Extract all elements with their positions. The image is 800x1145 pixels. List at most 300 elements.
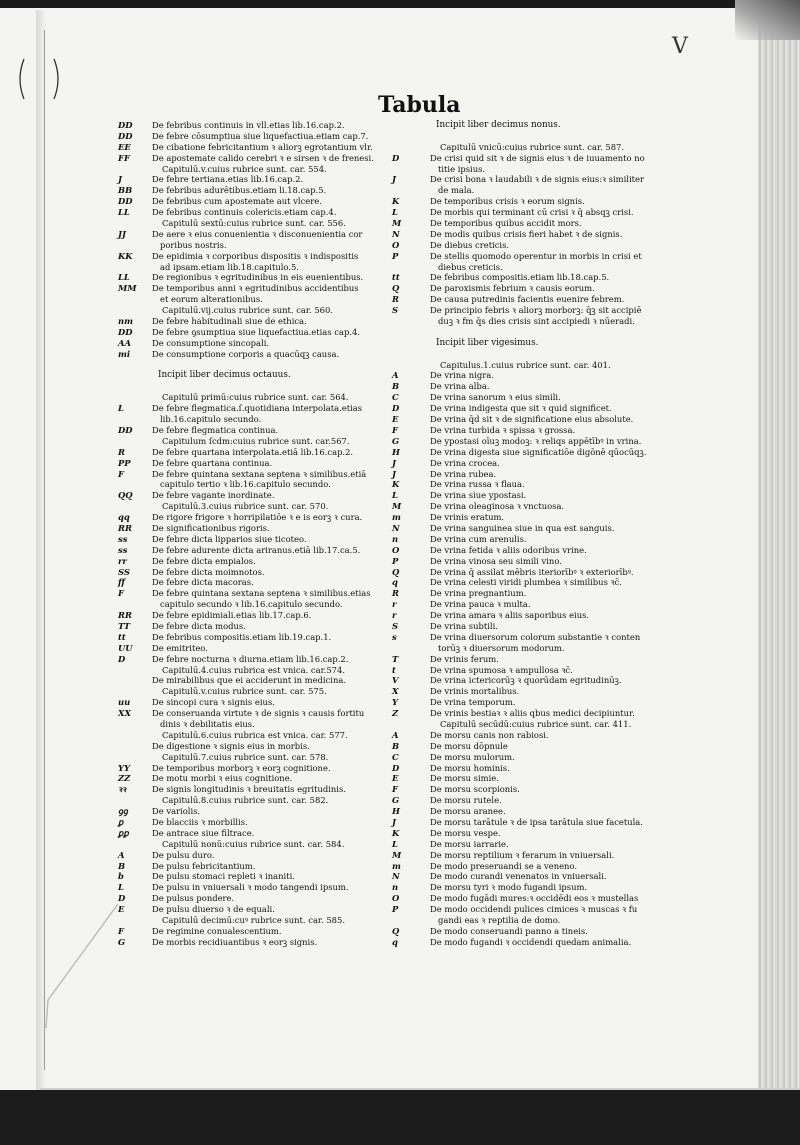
entry-signature: Q [392,566,400,577]
index-entry [392,174,644,185]
entry-text: De temporibus anni ꝛ egritudinibus accidentibus [152,283,359,294]
index-entry [118,773,372,784]
entry-text: De emitriteo. [152,642,208,653]
entry-signature: A [392,729,399,740]
entry-text: De vrina fetida ꝛ aliis odoribus vrine. [430,544,587,555]
entry-text: De morsu tyri ꝛ modo fugandi ipsum. [430,882,588,893]
entry-signature: n [392,533,399,544]
entry-text: Capitulū nonū:cuius rubrice sunt. car. 584. [162,838,345,849]
entry-signature: Y [392,697,398,708]
entry-signature: F [118,588,124,599]
entry-text: De febre habitudinali siue de ethica. [152,316,307,327]
entry-text: De vrinis bestiaꝛ ꝛ aliis qbus medici decipiuntur. [430,708,635,719]
index-entry [392,370,628,381]
index-entry [118,131,372,142]
entry-signature: D [118,653,126,664]
index-entry [118,937,372,948]
entry-signature: F [118,925,124,936]
entry-text: titie ipsius. [438,163,486,174]
entry-text: De consumptione corporis a quacūqꝫ causa. [152,348,340,359]
index-entry [392,828,628,839]
index-entry [118,741,372,752]
entry-signature: H [392,806,400,817]
entry-text: De vrina amara ꝛ aliis saporibus eius. [430,610,590,621]
entry-text: De vrina cum arenulis. [430,533,527,544]
entry-text: De vrinis eratum. [430,512,505,523]
entry-text: De vrina sanguinea siue in qua est sanguis. [430,522,615,533]
page-corner-shadow [735,0,800,40]
entry-text: De febre nocturna ꝛ diurna.etiam lib.16.cap.2. [152,653,349,664]
entry-text: Capitulū.vij.cuius rubrice sunt. car. 560. [162,305,333,316]
entry-signature: ss [118,533,128,544]
chapter-heading [392,360,628,371]
entry-signature: D [392,403,400,414]
index-entry [118,817,372,828]
index-entry [118,577,372,588]
index-entry [118,316,372,327]
blank-line [118,360,372,371]
entry-text: Incipit liber vigesimus. [436,337,539,348]
entry-text: De rigore frigore ꝛ horripilatiōe ꝛ e is eorꝫ ꝛ cura. [152,512,363,523]
entry-signature: T [392,653,399,664]
entry-signature: J [392,174,396,185]
entry-text: De febre quintana sextana septena ꝛ similibus.etias [152,588,371,599]
chapter-heading [118,392,372,403]
chapter-heading [118,752,372,763]
entry-signature: DD [118,326,133,337]
entry-text: De vrina alba. [430,381,490,392]
index-entry [118,490,372,501]
index-entry [392,414,634,425]
entry-text: De morsu aranee. [430,806,506,817]
entry-signature: m [392,860,401,871]
entry-signature: G [118,936,126,947]
entry-signature: AA [118,337,131,348]
index-entry [392,283,628,294]
entry-text: De modo occidendi pulices cimices ꝛ muscas ꝛ fu [430,904,638,915]
index-entry [118,632,372,643]
entry-signature: XX [118,708,131,719]
entry-signature: N [392,522,400,533]
chapter-heading [118,730,372,741]
index-entry [118,828,372,839]
entry-text: De modo fugandi ꝛ occidendi quedam animalia. [430,936,632,947]
index-entry [392,501,628,512]
entry-text: De causa putredinis facientis euenire febrem. [430,294,625,305]
entry-signature: R [392,588,399,599]
index-entry [392,316,635,327]
index-entry [118,654,372,665]
entry-signature: D [118,893,126,904]
entry-signature: mi [118,348,131,359]
book-top-edge [0,0,800,8]
entry-signature: s [392,631,397,642]
entry-text: De vrina nigra. [430,370,494,381]
index-entry [392,882,628,893]
chapter-heading [118,436,372,447]
entry-signature: q [392,577,398,588]
entry-signature: L [392,838,398,849]
index-entry [392,915,628,926]
entry-text: De sincopi cura ꝛ signis eius. [152,697,275,708]
entry-text: De temporibus morborꝫ ꝛ eorꝫ cognitione. [152,762,331,773]
entry-text: Capitulus.1.cuius rubrice sunt. car. 401. [440,359,611,370]
blank-line [392,349,628,360]
entry-text: De morsu mulorum. [430,751,515,762]
chapter-heading [118,665,372,676]
entry-text: Incipit liber decimus nonus. [436,120,561,130]
index-entry [392,262,628,273]
index-entry [392,686,628,697]
entry-text: Capitulū.7.cuius rubrice sunt. car. 578. [162,751,329,762]
entry-signature: S [392,620,399,631]
entry-signature: O [392,544,400,555]
entry-text: De vrina diuersorum colorum substantie ꝛ conten [430,631,641,642]
index-entry [118,806,372,817]
entry-signature: YY [118,762,130,773]
entry-text: De diebus creticis. [430,239,510,250]
entry-text: Capitulū.v.cuius rubrice sunt. car. 575. [162,686,327,697]
index-entry [392,196,628,207]
entry-signature: M [392,849,402,860]
index-entry [118,272,372,283]
entry-signature: D [392,152,400,163]
index-entry [392,893,639,904]
chapter-heading [392,120,628,131]
entry-text: De morsu scorpionis. [430,784,520,795]
entry-signature: DD [118,424,133,435]
entry-text: et eorum alterationibus. [160,294,263,305]
chapter-heading [392,338,628,349]
entry-signature: KK [118,250,133,261]
entry-text: De febre dicta modus. [152,620,246,631]
index-entry [392,272,628,283]
entry-signature: DD [118,130,133,141]
entry-signature: K [392,196,400,207]
index-entry [118,447,372,458]
entry-text: De morsu dōpnule [430,740,508,751]
index-entry [392,610,628,621]
index-entry [392,479,628,490]
entry-text: De conseruanda virtute ꝛ de signis ꝛ causis fortitu [152,708,365,719]
entry-text: Capitulū.8.cuius rubrice sunt. car. 582. [162,795,329,806]
index-entry [118,240,372,251]
index-entry [392,850,628,861]
entry-text: De morsu tarātule ꝛ de ipsa tarātula siue facetula. [430,817,643,827]
entry-text: De epidimia ꝛ corporibus dispositis ꝛ indispositis [152,250,359,261]
margin-bracket-mark [14,55,64,103]
index-entry [392,643,628,654]
entry-text: Capitulum ſcdm:cuius rubrice sunt. car.567. [162,435,350,446]
entry-text: De consumptione sincopali. [152,337,270,348]
entry-signature: E [118,904,125,915]
entry-signature: BB [118,185,133,196]
index-entry [392,523,628,534]
index-entry [118,882,372,893]
entry-signature: F [392,784,398,795]
entry-text: poribus nostris. [160,239,227,250]
entry-signature: JJ [118,228,126,239]
entry-text: ad ipsam.etiam lib.18.capitulo.5. [160,261,299,272]
entry-text: De signis longitudinis ꝛ breuitatis egritudinis. [152,784,346,795]
entry-text: De febre dicta macoras. [152,577,254,588]
entry-signature: qq [118,512,130,523]
entry-text: Incipit liber decimus octauus. [158,370,291,381]
entry-signature: tt [118,631,126,642]
entry-text: De morbis qui terminant cū crisi ꝛ q̄ absqꝫ crisi. [430,207,634,218]
chapter-heading [118,795,372,806]
entry-text: De pulsus pondere. [152,893,235,904]
entry-signature: LL [118,272,130,283]
chapter-heading [392,718,632,730]
entry-text: De modo preseruandi se a veneno. [430,860,578,871]
entry-text: De morsu iarrarie. [430,838,509,849]
entry-text: capitulo secundo ꝛ lib.16.capitulo secundo. [160,599,343,610]
entry-signature: S [392,305,399,316]
entry-text: De febre dicta moimnotos. [152,566,265,577]
entry-signature: D [392,762,400,773]
index-entry [392,752,628,763]
entry-text: De vrina ictericorūꝫ ꝛ quorūdam egritudinūꝫ. [430,675,622,686]
entry-signature: EE [118,141,131,152]
index-entry [118,294,372,305]
index-entry [118,338,372,349]
entry-signature: Q [392,925,400,936]
entry-text: torūꝫ ꝛ diuersorum modorum. [438,642,565,653]
blank-line [392,131,628,142]
index-entry [118,142,372,153]
entry-text: De temporibus crisis ꝛ eorum signis. [430,196,585,207]
entry-signature: G [392,435,400,446]
index-entry [392,588,628,599]
entry-text: De febre dicta lipparios siue ticoteo. [152,533,307,544]
entry-text: De morsu reptilium ꝛ ferarum in vniuersali. [430,849,615,860]
index-entry [392,784,628,795]
entry-text: De vrina spumosa ꝛ ampullosa ꝛc̄. [430,664,573,675]
entry-text: De vrina vinosa seu simili vino. [430,555,562,566]
entry-signature: ꝑꝑ [118,827,129,838]
entry-signature: B [392,381,400,392]
index-entry [392,730,628,741]
entry-signature: E [392,773,399,784]
index-entry [118,904,372,915]
index-entry [118,512,372,523]
index-entry [118,534,372,545]
entry-text: De febribus cum apostemate aut vlcere. [152,196,322,207]
chapter-heading [118,915,372,926]
entry-text: De cibatione febricitantium ꝛ aliorꝫ egrotantium vlr. [152,141,373,152]
entry-text: De pulsu diuerso ꝛ de equali. [152,904,275,915]
index-entry [118,207,372,218]
page-heading: Tabula [378,92,461,118]
index-entry [392,207,634,218]
entry-text: De vrina crocea. [430,457,500,468]
index-entry [118,185,372,196]
entry-signature: t [392,664,396,675]
entry-signature: K [392,827,400,838]
index-entry [118,708,372,719]
entry-text: De modis quibus crisis fieri habet ꝛ de signis. [430,228,623,239]
index-entry [392,403,628,414]
index-entry [392,469,628,480]
index-entry [392,665,628,676]
index-entry [118,567,372,578]
entry-text: De febre tertiana.etias lib.16.cap.2. [152,174,304,185]
entry-signature: N [392,871,400,882]
index-entry [118,871,372,882]
entry-signature: L [392,490,398,501]
page-fore-edge [758,8,800,1093]
chapter-heading [392,142,628,153]
entry-text: De febribus compositis.etiam lib.19.cap.1. [152,631,332,642]
entry-text: De vrinis ferum. [430,653,499,664]
entry-text: De febre epidimiali.etias lib.17.cap.6. [152,610,312,621]
entry-signature: QQ [118,490,133,501]
entry-text: De regimine conualescentium. [152,925,282,936]
chapter-heading [118,164,372,175]
entry-text: De aere ꝛ eius conuenientia ꝛ disconuenientia cor [152,228,363,239]
entry-signature: DD [118,120,133,130]
entry-text: dinis ꝛ debilitatis eius. [160,718,255,729]
entry-text: De morsu vespe. [430,827,501,838]
entry-text: Capitulū decimū:cuꝰ rubrice sunt. car. 585. [162,915,345,926]
index-entry [118,784,372,795]
entry-signature: O [392,893,400,904]
index-entry [392,512,628,523]
left-column [118,120,372,948]
index-entry [118,479,372,490]
entry-text: De vrina turbida ꝛ spissa ꝛ grossa. [430,424,576,435]
index-entry [392,936,632,948]
entry-text: De variolis. [152,806,201,817]
entry-signature: P [392,904,399,915]
entry-text: De morbis recidiuantibus ꝛ eorꝫ signis. [152,936,318,947]
entry-text: De febre adurente dicta ariranus.etiā lib.17.ca.5. [152,544,361,555]
chapter-heading [118,370,372,381]
index-entry [392,763,628,774]
chapter-heading [118,501,372,512]
entry-text: Capitulū secūdū:cuius rubrice sunt. car. 411. [440,718,632,729]
entry-signature: B [392,740,400,751]
index-entry [118,523,372,534]
entry-signature: r [392,610,397,621]
margin-stain-line [40,900,120,1030]
index-entry [392,381,628,392]
index-entry [118,283,372,294]
index-entry [392,218,628,229]
entry-signature: tt [392,272,400,283]
entry-text: De febre vagante inordinate. [152,490,275,501]
index-entry [118,545,372,556]
index-entry [392,839,628,850]
entry-signature: A [392,370,399,381]
index-entry [392,250,642,262]
entry-text: De motu morbi ꝛ eius cognitione. [152,773,293,784]
entry-signature: Z [392,708,399,719]
entry-text: De vrina subtili. [430,620,498,631]
index-entry [392,240,628,251]
entry-signature: R [118,446,125,457]
entry-text: De vrinis mortalibus. [430,686,520,697]
entry-text: De febribus adurētibus.etiam li.18.cap.5. [152,185,327,196]
entry-text: De febre flegmatica.ſ.quotidiana interpolata.etias [152,403,363,414]
entry-text: De vrina russa ꝛ flaua. [430,479,525,490]
entry-signature: P [392,250,399,261]
entry-text: De vrina sanorum ꝛ eius simili. [430,392,561,403]
entry-text: De febre ꝯsumptiua siue liquefactiua.etias cap.4. [152,326,360,337]
entry-signature: Q [392,283,400,294]
chapter-heading [118,305,372,316]
index-entry [118,469,372,480]
index-entry [118,120,372,131]
entry-signature: N [392,228,400,239]
entry-text: De febre dicta empialos. [152,555,256,566]
entry-signature: A [118,849,125,860]
index-entry [118,610,372,621]
index-entry [118,153,372,164]
entry-text: De crisi bona ꝛ laudabili ꝛ de signis eius:ꝛ similiter [430,174,644,185]
entry-signature: M [392,501,402,512]
entry-text: Capitulū.3.cuius rubrice sunt. car. 570. [162,501,329,512]
entry-text: De blacciis ꝛ morbillis. [152,817,248,827]
entry-text: gandi eas ꝛ reptilia de domo. [438,915,561,926]
entry-text: de mala. [438,185,475,196]
entry-signature: L [392,207,398,218]
index-entry [118,926,372,937]
chapter-heading [118,218,372,229]
entry-signature: DD [118,196,133,207]
entry-signature: L [118,403,124,414]
entry-signature: RR [118,610,132,621]
entry-signature: C [392,751,399,762]
index-entry [392,708,635,719]
index-entry [392,534,628,545]
entry-text: De vrina celesti viridi plumbea ꝛ similibus ꝛc̄. [430,577,622,588]
entry-text: De morsu canis non rabiosi. [430,729,549,740]
index-entry [118,675,372,686]
index-entry [118,719,372,730]
chapter-heading [118,839,372,850]
entry-signature: L [118,882,124,893]
index-entry [118,556,372,567]
entry-text: Capitulū primū:cuius rubrice sunt. car. 564. [162,392,349,403]
entry-signature: J [392,457,396,468]
entry-signature: K [392,479,400,490]
entry-text: diebus creticis. [438,261,503,272]
entry-text: De vrina oleaginosa ꝛ vnctuosa. [430,501,565,512]
entry-signature: F [118,468,124,479]
index-entry [392,577,628,588]
entry-signature: O [392,239,400,250]
entry-signature: ꝑ [118,817,124,827]
chapter-heading [118,686,372,697]
entry-text: Capitulū vnicū:cuius rubrice sunt. car. 587. [440,141,625,152]
blank-line [392,327,628,338]
entry-signature: nm [118,316,133,327]
index-entry [392,229,628,240]
index-entry [118,174,372,185]
index-entry [118,763,372,774]
index-entry [392,458,628,469]
entry-signature: J [118,174,122,185]
index-entry [118,599,372,610]
entry-signature: H [392,446,400,457]
entry-text: De stellis quomodo operentur in morbis in crisi et [430,250,642,261]
entry-text: duꝫ ꝛ fm q̄s dies crisis sint accipiedi ꝛ nūeradi. [438,316,635,327]
entry-signature: FF [118,152,130,163]
index-entry [118,697,372,708]
entry-signature: ss [118,544,128,555]
